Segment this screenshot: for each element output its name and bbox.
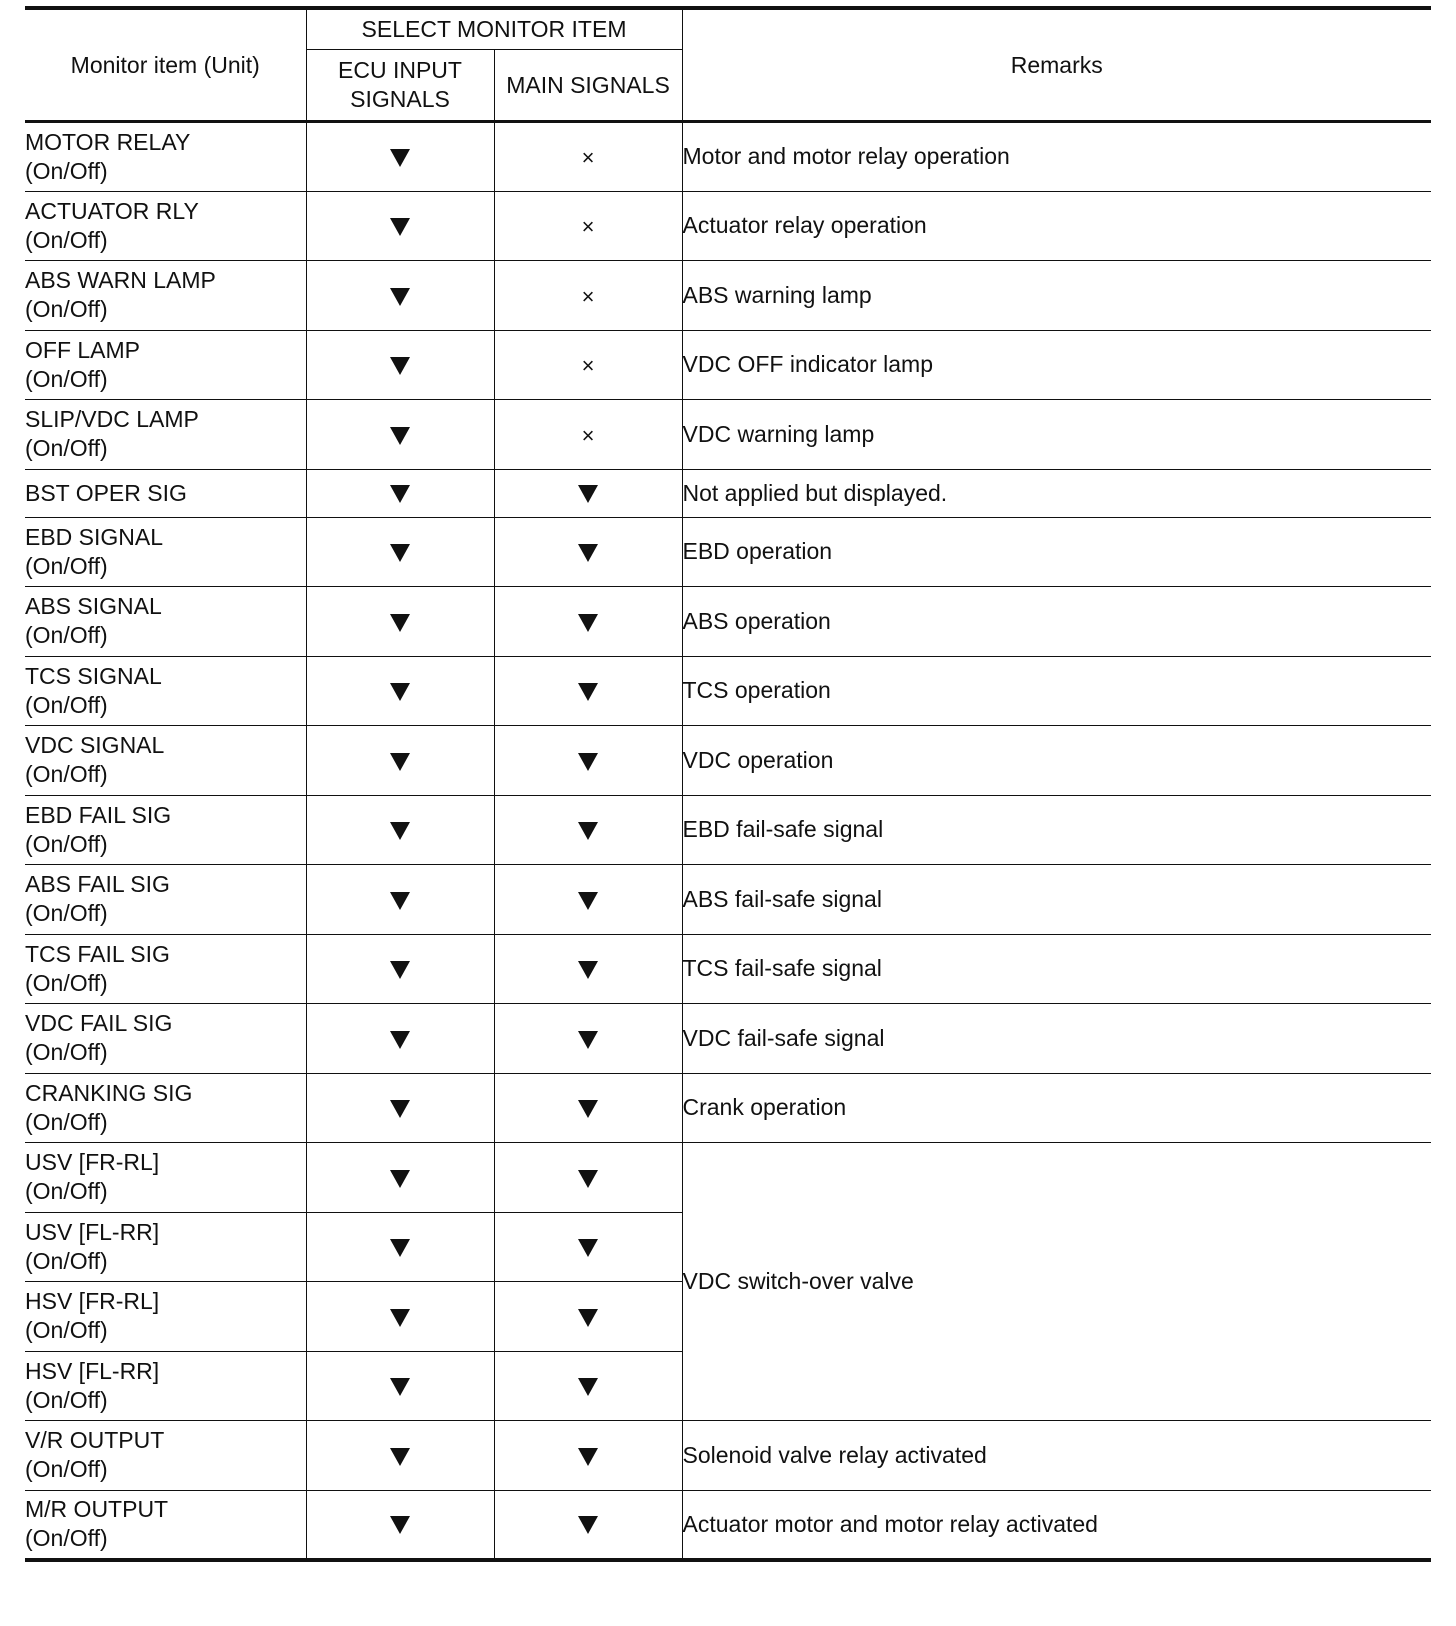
remarks-cell: Solenoid valve relay activated [682,1421,1431,1491]
ecu-input-signals-applicable [306,865,494,935]
monitor-item-cell [25,400,306,470]
main-signals-not-applicable [494,330,682,400]
black-down-triangle-icon [578,1170,598,1188]
remarks-cell: TCS fail-safe signal [682,934,1431,1004]
monitor-item-name: VDC SIGNAL [25,732,165,759]
ecu-input-signals-applicable [306,587,494,657]
monitor-item-cell [25,469,306,517]
ecu-input-signals-applicable [306,261,494,331]
monitor-item-name: HSV [FL-RR] [25,1357,160,1384]
remarks-cell: VDC warning lamp [682,400,1431,470]
monitor-item-name: HSV [FR-RL] [25,1288,160,1315]
table-row [25,1004,1431,1074]
monitor-item-cell [25,934,306,1004]
main-signals-not-applicable [494,191,682,261]
header-monitor-item: Monitor item (Unit) [25,8,306,122]
main-signals-applicable [494,1004,682,1074]
remarks-cell: VDC fail-safe signal [682,1004,1431,1074]
main-signals-applicable [494,587,682,657]
monitor-item-unit: (On/Off) [25,1039,108,1066]
remarks-cell: VDC OFF indicator lamp [682,330,1431,400]
ecu-input-signals-applicable [306,1212,494,1282]
black-down-triangle-icon [390,1170,410,1188]
monitor-item-unit: (On/Off) [25,761,108,788]
monitor-item-name: USV [FR-RL] [25,1149,160,1176]
black-down-triangle-icon [578,614,598,632]
monitor-item-name: USV [FL-RR] [25,1218,160,1245]
main-signals-applicable [494,795,682,865]
monitor-item-cell [25,656,306,726]
remarks-cell: TCS operation [682,656,1431,726]
ecu-input-signals-applicable [306,1073,494,1143]
main-signals-applicable [494,469,682,517]
monitor-item-name: M/R OUTPUT [25,1496,169,1522]
monitor-item-unit: (On/Off) [25,622,108,649]
monitor-item-name: BST OPER SIG [25,479,187,506]
remarks-cell: Actuator relay operation [682,191,1431,261]
main-signals-applicable [494,934,682,1004]
main-signals-not-applicable [494,400,682,470]
remarks-cell: ABS operation [682,587,1431,657]
table-row [25,261,1431,331]
monitor-item-name: EBD FAIL SIG [25,801,172,828]
main-signals-applicable [494,517,682,587]
ecu-input-signals-applicable [306,1490,494,1560]
table-body [25,122,1431,1560]
remarks-cell: Crank operation [682,1073,1431,1143]
table-row [25,795,1431,865]
black-down-triangle-icon [390,961,410,979]
monitor-item-unit: (On/Off) [25,1525,108,1551]
monitor-item-name: MOTOR RELAY [25,128,191,155]
monitor-item-name: SLIP/VDC LAMP [25,406,199,433]
table-row [25,469,1431,517]
black-down-triangle-icon [390,218,410,236]
black-down-triangle-icon [390,892,410,910]
table-row [25,726,1431,796]
monitor-item-cell [25,795,306,865]
main-signals-not-applicable [494,122,682,192]
monitor-item-unit: (On/Off) [25,1247,108,1274]
black-down-triangle-icon [390,427,410,445]
monitor-item-cell [25,1421,306,1491]
black-down-triangle-icon [390,288,410,306]
black-down-triangle-icon [578,1448,598,1466]
monitor-item-name: CRANKING SIG [25,1079,193,1106]
main-signals-applicable [494,1212,682,1282]
monitor-item-cell [25,261,306,331]
ecu-input-signals-applicable [306,330,494,400]
black-down-triangle-icon [578,1378,598,1396]
black-down-triangle-icon [390,1378,410,1396]
table-row [25,1421,1431,1491]
table-row [25,865,1431,935]
black-down-triangle-icon [390,1239,410,1257]
monitor-item-name: EBD SIGNAL [25,523,164,550]
monitor-item-cell [25,587,306,657]
main-signals-not-applicable [494,261,682,331]
monitor-item-cell [25,1073,306,1143]
monitor-item-name: V/R OUTPUT [25,1427,165,1454]
main-signals-applicable [494,865,682,935]
main-signals-applicable [494,726,682,796]
table-row [25,122,1431,192]
header-select-monitor-item: SELECT MONITOR ITEM [306,8,682,50]
monitor-item-name: ABS FAIL SIG [25,871,170,898]
table-row [25,191,1431,261]
black-down-triangle-icon [578,1516,598,1534]
table-row [25,1073,1431,1143]
ecu-input-signals-applicable [306,1421,494,1491]
ecu-input-signals-applicable [306,469,494,517]
monitor-item-name: TCS FAIL SIG [25,940,170,967]
remarks-cell: ABS fail-safe signal [682,865,1431,935]
main-signals-applicable [494,656,682,726]
monitor-item-cell [25,865,306,935]
cross-mark: × [581,145,595,171]
monitor-item-cell [25,1490,306,1560]
black-down-triangle-icon [578,1239,598,1257]
table-row [25,330,1431,400]
black-down-triangle-icon [390,357,410,375]
black-down-triangle-icon [578,544,598,562]
ecu-input-signals-applicable [306,1143,494,1213]
monitor-item-unit: (On/Off) [25,226,108,253]
remarks-cell: EBD fail-safe signal [682,795,1431,865]
monitor-item-name: OFF LAMP [25,336,141,363]
black-down-triangle-icon [390,149,410,167]
table-row [25,934,1431,1004]
monitor-item-unit: (On/Off) [25,691,108,718]
monitor-item-cell [25,191,306,261]
monitor-item-cell [25,1004,306,1074]
monitor-item-unit: (On/Off) [25,1108,108,1135]
header-main-signals: MAIN SIGNALS [494,50,682,122]
table-row [25,587,1431,657]
black-down-triangle-icon [578,961,598,979]
main-signals-applicable [494,1143,682,1213]
ecu-input-signals-applicable [306,934,494,1004]
black-down-triangle-icon [578,753,598,771]
ecu-input-signals-applicable [306,795,494,865]
remarks-cell: Actuator motor and motor relay activated [682,1490,1431,1560]
black-down-triangle-icon [390,1309,410,1327]
monitor-item-name: ABS SIGNAL [25,593,162,620]
ecu-input-signals-applicable [306,400,494,470]
black-down-triangle-icon [390,485,410,503]
main-signals-applicable [494,1421,682,1491]
monitor-item-cell [25,1212,306,1282]
monitor-item-unit: (On/Off) [25,1317,108,1344]
black-down-triangle-icon [578,1031,598,1049]
monitor-item-table [25,6,1431,1562]
header-ecu-input-signals: ECU INPUT SIGNALS [306,50,494,122]
cross-mark: × [581,422,595,448]
monitor-item-name: TCS SIGNAL [25,662,162,689]
main-signals-applicable [494,1073,682,1143]
black-down-triangle-icon [578,822,598,840]
black-down-triangle-icon [390,544,410,562]
ecu-input-signals-applicable [306,122,494,192]
monitor-item-unit: (On/Off) [25,900,108,927]
black-down-triangle-icon [578,1309,598,1327]
ecu-input-signals-applicable [306,726,494,796]
ecu-input-signals-applicable [306,191,494,261]
main-signals-applicable [494,1351,682,1421]
monitor-item-cell [25,1351,306,1421]
black-down-triangle-icon [390,822,410,840]
black-down-triangle-icon [578,892,598,910]
cross-mark: × [581,353,595,379]
monitor-item-unit: (On/Off) [25,552,108,579]
black-down-triangle-icon [578,683,598,701]
monitor-item-cell [25,122,306,192]
monitor-item-unit: (On/Off) [25,830,108,857]
monitor-item-unit: (On/Off) [25,1178,108,1205]
table-row [25,1143,1431,1213]
main-signals-applicable [494,1490,682,1560]
remarks-cell: Not applied but displayed. [682,469,1431,517]
black-down-triangle-icon [390,1516,410,1534]
cross-mark: × [581,283,595,309]
monitor-item-cell [25,726,306,796]
table-row [25,400,1431,470]
black-down-triangle-icon [390,1031,410,1049]
ecu-input-signals-applicable [306,1004,494,1074]
ecu-input-signals-applicable [306,517,494,587]
monitor-item-name: VDC FAIL SIG [25,1010,173,1037]
monitor-item-unit: (On/Off) [25,1386,108,1413]
black-down-triangle-icon [578,1100,598,1118]
table-row [25,656,1431,726]
table-row [25,1490,1431,1560]
monitor-item-cell [25,1143,306,1213]
monitor-item-unit: (On/Off) [25,157,108,184]
black-down-triangle-icon [390,1448,410,1466]
monitor-item-unit: (On/Off) [25,365,108,392]
main-signals-applicable [494,1282,682,1352]
monitor-item-name: ACTUATOR RLY [25,197,199,224]
ecu-input-signals-applicable [306,656,494,726]
remarks-cell: VDC operation [682,726,1431,796]
monitor-item-name: ABS WARN LAMP [25,267,216,294]
remarks-cell: ABS warning lamp [682,261,1431,331]
black-down-triangle-icon [390,683,410,701]
remarks-cell: Motor and motor relay operation [682,122,1431,192]
black-down-triangle-icon [390,753,410,771]
monitor-item-unit: (On/Off) [25,969,108,996]
table-row [25,517,1431,587]
black-down-triangle-icon [390,614,410,632]
monitor-item-cell [25,330,306,400]
cross-mark: × [581,214,595,240]
header-remarks: Remarks [682,8,1431,122]
remarks-cell: VDC switch-over valve [682,1143,1431,1421]
monitor-item-unit: (On/Off) [25,435,108,462]
ecu-input-signals-applicable [306,1351,494,1421]
monitor-item-cell [25,1282,306,1352]
black-down-triangle-icon [578,485,598,503]
remarks-cell: EBD operation [682,517,1431,587]
monitor-item-unit: (On/Off) [25,1456,108,1483]
monitor-item-cell [25,517,306,587]
monitor-item-unit: (On/Off) [25,296,108,323]
ecu-input-signals-applicable [306,1282,494,1352]
black-down-triangle-icon [390,1100,410,1118]
